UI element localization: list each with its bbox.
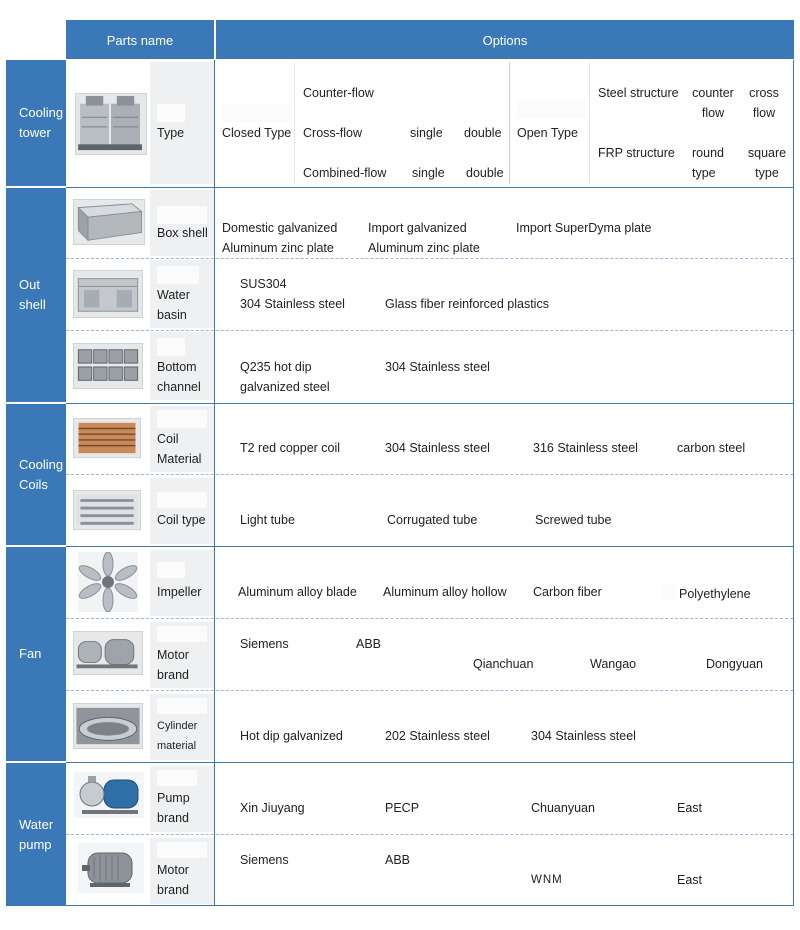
option-304-stainless: 304 Stainless steel bbox=[531, 729, 636, 743]
option-304-stainless: 304 Stainless steel bbox=[385, 360, 490, 374]
option-xin-jiuyang: Xin Jiuyang bbox=[240, 801, 305, 815]
option-square-type: square type bbox=[747, 146, 787, 180]
category-fan-label: Fan bbox=[19, 646, 42, 661]
header-options-label: Options bbox=[482, 32, 528, 48]
option-light-tube: Light tube bbox=[240, 513, 295, 527]
category-cooling-tower bbox=[6, 60, 66, 186]
blank-box bbox=[157, 492, 207, 508]
bottom-channel-photo bbox=[73, 343, 143, 389]
impeller-photo bbox=[78, 552, 138, 612]
pump-motor-photo bbox=[78, 843, 144, 893]
part-label-motor-brand: Motor brand bbox=[157, 648, 189, 682]
blank-box bbox=[157, 562, 185, 578]
option-wnm: WNM bbox=[531, 874, 563, 886]
header-bottom-line bbox=[66, 59, 794, 61]
option-polyethylene: Polyethylene bbox=[679, 587, 751, 601]
option-chuanyuan: Chuanyuan bbox=[531, 801, 595, 815]
table-bottom-border bbox=[66, 905, 794, 906]
option-single: single bbox=[410, 126, 443, 140]
option-import-galvanized: Import galvanized bbox=[368, 221, 467, 235]
open-type-divider bbox=[509, 62, 510, 184]
option-screwed-tube: Screwed tube bbox=[535, 513, 612, 527]
option-dongyuan: Dongyuan bbox=[706, 657, 763, 671]
part-label-cylinder-material: Cylinder material bbox=[157, 720, 198, 752]
blank-box bbox=[157, 338, 185, 356]
row-divider bbox=[66, 834, 793, 835]
part-label-bottom-channel: Bottom channel bbox=[157, 360, 201, 394]
blank-box bbox=[157, 626, 207, 642]
section-line-4 bbox=[66, 762, 794, 763]
header-parts-name-label: Parts name bbox=[106, 32, 174, 48]
option-single: single bbox=[412, 166, 445, 180]
cooling-tower-photo bbox=[75, 93, 147, 155]
category-cooling-coils-label: Cooling Coils bbox=[19, 456, 64, 492]
option-q235: Q235 hot dip galvanized steel bbox=[240, 360, 330, 394]
part-label-motor-brand: Motor brand bbox=[157, 863, 189, 897]
category-water-pump-label: Water pump bbox=[19, 816, 54, 852]
header-options bbox=[216, 20, 794, 60]
option-aluminum-zinc-plate: Aluminum zinc plate bbox=[222, 241, 334, 255]
part-label-impeller: Impeller bbox=[157, 585, 202, 599]
option-closed-type: Closed Type bbox=[222, 126, 292, 140]
section-line-2 bbox=[66, 403, 794, 404]
column-separator bbox=[214, 60, 215, 906]
option-sus304: SUS304 bbox=[240, 277, 287, 291]
header-parts-name bbox=[66, 20, 214, 60]
blank-box bbox=[157, 842, 207, 858]
option-hot-dip-galvanized: Hot dip galvanized bbox=[240, 729, 343, 743]
option-carbon-steel: carbon steel bbox=[677, 441, 746, 455]
option-siemens: Siemens bbox=[240, 637, 289, 651]
water-basin-photo bbox=[73, 270, 143, 318]
row-divider bbox=[66, 474, 793, 475]
category-fan bbox=[6, 547, 66, 761]
blank-box bbox=[157, 410, 207, 428]
blank-box bbox=[517, 101, 585, 119]
option-pecp: PECP bbox=[385, 801, 420, 815]
option-corrugated-tube: Corrugated tube bbox=[387, 513, 478, 527]
part-label-coil-type: Coil type bbox=[157, 513, 206, 527]
option-round-type: round type bbox=[692, 146, 724, 180]
option-counter-flow: Counter-flow bbox=[303, 86, 374, 100]
option-import-superdyma: Import SuperDyma plate bbox=[516, 221, 652, 235]
fan-motor-photo bbox=[73, 631, 143, 675]
row-divider bbox=[66, 690, 793, 691]
cylinder-photo bbox=[73, 703, 143, 749]
option-east: East bbox=[677, 801, 703, 815]
pump-photo bbox=[74, 772, 144, 818]
option-t2-copper: T2 red copper coil bbox=[240, 441, 341, 455]
section-line-1 bbox=[66, 187, 794, 188]
category-cooling-coils bbox=[6, 404, 66, 545]
option-siemens: Siemens bbox=[240, 853, 289, 867]
blank-box bbox=[157, 698, 207, 714]
option-aluminum-blade: Aluminum alloy blade bbox=[238, 585, 357, 599]
open-type-inner-divider bbox=[589, 62, 590, 184]
blank-box bbox=[157, 770, 197, 786]
coil-type-photo bbox=[73, 490, 141, 530]
option-aluminum-hollow: Aluminum alloy hollow bbox=[383, 585, 507, 599]
option-double: double bbox=[466, 166, 504, 180]
option-counter-flow-lc: counter flow bbox=[692, 86, 734, 120]
option-202-stainless: 202 Stainless steel bbox=[385, 729, 490, 743]
closed-type-divider bbox=[294, 62, 295, 184]
box-shell-photo bbox=[73, 199, 145, 245]
part-label-water-basin: Water basin bbox=[157, 288, 190, 322]
option-combined-flow: Combined-flow bbox=[303, 166, 387, 180]
blank-box bbox=[222, 104, 292, 122]
category-cooling-tower-label: Cooling tower bbox=[19, 105, 64, 140]
section-line-3 bbox=[66, 546, 794, 547]
option-steel-structure: Steel structure bbox=[598, 86, 679, 100]
coil-material-photo bbox=[73, 418, 141, 458]
option-316-stainless: 316 Stainless steel bbox=[533, 441, 638, 455]
option-double: double bbox=[464, 126, 502, 140]
option-east: East bbox=[677, 873, 703, 887]
row-divider bbox=[66, 258, 793, 259]
option-wangao: Wangao bbox=[590, 657, 637, 671]
blank-box bbox=[157, 206, 207, 224]
option-qianchuan: Qianchuan bbox=[473, 657, 534, 671]
blank-box bbox=[157, 104, 185, 122]
blank-box bbox=[157, 266, 199, 284]
option-domestic-galvanized: Domestic galvanized bbox=[222, 221, 338, 235]
option-304-stainless: 304 Stainless steel bbox=[240, 297, 345, 311]
option-aluminum-zinc-plate: Aluminum zinc plate bbox=[368, 241, 480, 255]
blank-box bbox=[662, 584, 676, 600]
category-out-shell-label: Out shell bbox=[19, 277, 46, 312]
category-out-shell bbox=[6, 188, 66, 402]
option-abb: ABB bbox=[385, 853, 411, 867]
row-divider bbox=[66, 330, 793, 331]
option-cross-flow-lc: cross flow bbox=[749, 86, 779, 120]
option-open-type: Open Type bbox=[517, 126, 578, 140]
option-frp-structure: FRP structure bbox=[598, 146, 675, 160]
option-cross-flow: Cross-flow bbox=[303, 126, 363, 140]
option-carbon-fiber: Carbon fiber bbox=[533, 585, 602, 599]
part-label-pump-brand: Pump brand bbox=[157, 791, 190, 825]
part-label-box-shell: Box shell bbox=[157, 226, 208, 240]
option-abb: ABB bbox=[356, 637, 382, 651]
category-water-pump bbox=[6, 763, 66, 906]
option-304-stainless: 304 Stainless steel bbox=[385, 441, 490, 455]
part-label-type: Type bbox=[157, 126, 185, 140]
part-label-coil-material: Coil Material bbox=[157, 432, 202, 466]
option-glass-fiber: Glass fiber reinforced plastics bbox=[385, 297, 549, 311]
row-divider bbox=[66, 618, 793, 619]
